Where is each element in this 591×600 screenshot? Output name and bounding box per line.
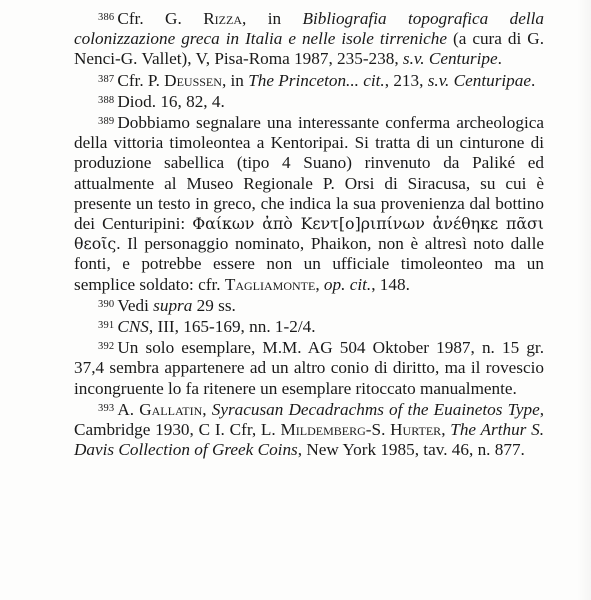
footnote-text-normal: Un solo esemplare, M.M. AG 504 Oktober 1987, n. 15 gr. 37,4 sembra appartenere ad un altro conio di diritto, ma il rovescio incongruente lo fa ritenere un esemplare ritoccato manualmente. <box>74 338 544 398</box>
footnote-number: 386 <box>98 12 115 23</box>
footnote-text-normal: , <box>441 420 451 440</box>
footnote-text-normal: . <box>497 49 502 69</box>
footnote-number: 391 <box>98 320 115 332</box>
footnote-text-italic: The Arthur S. Davis Collection of Greek Coins <box>74 420 545 460</box>
footnote-text-italic: CNS <box>117 317 149 337</box>
footnote-388 <box>74 91 544 112</box>
footnote-387 <box>74 70 544 91</box>
footnote-number: 388 <box>98 94 115 106</box>
footnote-text-normal: Vedi <box>117 295 154 315</box>
footnote-text-normal: , <box>202 399 212 419</box>
footnote-text-normal: , 148. <box>371 274 410 294</box>
footnote-text-normal: Dobbiamo segnalare una interessante conferma archeologica della vittoria timoleontea a Kentoripai. Si tratta di un cinturone di produzione sabellica (tipo 4 Suano) rinvenuto da Paliké ed attualmente al Museo Regionale P. Orsi di Siracusa, su cui è presente un testo in greco, che indica la sua provenienza dal bottino dei Centuripini: <box>74 113 544 234</box>
footnote-text-normal: , in <box>242 9 303 28</box>
footnote-number: 392 <box>98 341 115 353</box>
footnote-text-normal: 29 ss. <box>192 295 236 315</box>
footnote-text-normal: . Il personaggio nominato, Phaikon, non è altresì noto dalle fonti, e potrebbe essere non un ufficiale timoleonteo ma un semplice soldato: cfr. <box>74 234 544 294</box>
footnote-text-smallcaps: Gallatin <box>139 399 203 419</box>
footnote-392 <box>74 337 544 399</box>
footnote-text-normal: A. <box>117 399 140 419</box>
footnote-text-smallcaps: Rizza <box>203 9 242 28</box>
footnote-number: 390 <box>98 298 115 310</box>
footnote-text-normal: , New York 1985, tav. 46, n. 877. <box>297 440 525 460</box>
footnote-text-normal: , <box>315 274 324 294</box>
footnote-text-normal: , in <box>221 70 249 90</box>
footnote-text-italic: s.v. Centuripae <box>427 70 531 90</box>
footnote-text-italic: op. cit. <box>323 274 372 294</box>
footnote-number: 387 <box>98 73 115 85</box>
footnote-text-normal: , 213, <box>384 70 428 90</box>
footnote-390 <box>74 295 544 316</box>
footnote-text-normal: , Cambridge 1930, C I. Cfr, L. <box>74 399 544 440</box>
footnote-text-normal: (a cura di G. Nenci-G. Vallet), V, Pisa-Roma 1987, 235-238, <box>74 29 544 69</box>
footnote-386 <box>74 8 544 70</box>
footnote-text-italic: Syracusan Decadrachms of the Euainetos Type <box>211 399 540 419</box>
footnote-text-italic: supra <box>153 295 193 315</box>
footnote-text-normal: Diod. 16, 82, 4. <box>117 91 225 111</box>
footnote-text-italic: The Princeton... cit. <box>248 70 385 90</box>
footnotes-block <box>74 8 544 460</box>
footnote-text-normal: . <box>530 70 536 90</box>
footnote-text-greek: Φαίκων ἀπὸ Κεντ[ο]ριπίνων ἀνέθηκε πᾶσι θεοῖς <box>74 214 544 254</box>
footnote-text-smallcaps: Deussen <box>164 70 222 90</box>
footnote-text-normal: Cfr. P. <box>117 70 165 90</box>
footnote-393 <box>74 399 544 461</box>
footnote-text-normal: Cfr. G. <box>117 9 204 28</box>
footnote-text-smallcaps: Mildemberg-S. Hurter <box>280 420 442 440</box>
footnote-text-italic: s.v. Centuripe <box>402 49 498 69</box>
page-edge-shadow <box>577 0 591 600</box>
footnote-number: 389 <box>98 116 115 128</box>
footnote-389 <box>74 112 544 295</box>
footnote-text-smallcaps: Tagliamonte <box>224 274 316 294</box>
footnote-text-italic: Bibliografia topografica della colonizzazione greca in Italia e nelle isole tirreniche <box>74 9 545 49</box>
footnote-number: 393 <box>98 402 115 414</box>
footnote-391 <box>74 316 544 337</box>
footnote-text-normal: , III, 165-169, nn. 1-2/4. <box>148 317 316 337</box>
